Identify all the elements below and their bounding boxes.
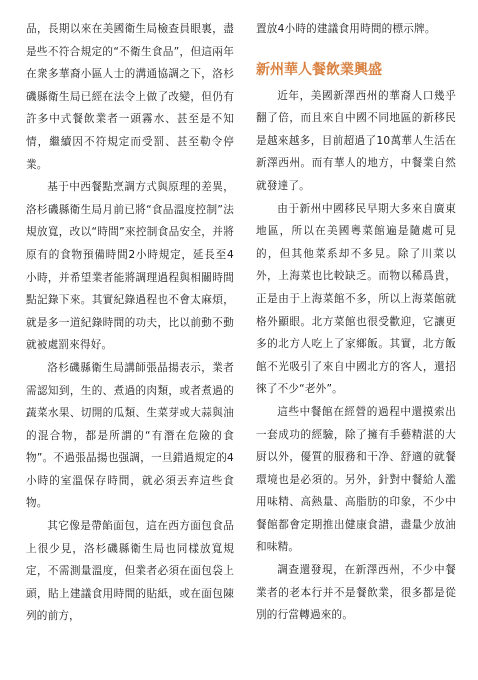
article-paragraph: 這些中餐館在經營的過程中還摸索出一套成功的經驗，除了擁有手藝精湛的大厨以外，優質的服務和干净、舒適的就餐環境也是必須的。另外，針對中餐給人濫用味精、高熱量、高脂肪的印象，不少中餐館都會定期推出健康食譜，盡量少放油和味精。 [256,405,456,554]
article-paragraph: 其它像是帶餡面包，這在西方面包食品上很少見，洛杉磯縣衛生局也同樣放寬規定，不需測量溫度，但業者必須在面包袋上頭，貼上建議食用時間的貼紙，或在面包陳列的前方， [26,520,234,623]
article-paragraph: 洛杉磯縣衛生局講師張晶揚表示，業者需認知到，生的、煮過的肉類，或者煮過的蔬菜水果、切開的瓜類、生菜芽或大蒜與油的混合物，都是所謂的“有潛在危險的食物”。不過張晶揚也强調，一旦錯過規定的4小時的室溫保存時間，就必須丟弃這些食物。 [26,361,234,510]
right-column [256,18,456,627]
article-paragraph: 由于新州中國移民早期大多來自廣東地區，所以在美國粵菜館遍是隨處可見的，但其他菜系却不多見。除了川菜以外，上海菜也比較缺乏。而物以稀爲貴，正是由于上海菜館不多，所以上海菜館就格外顯眼。北方菜館也很受歡迎，它讓更多的北方人吃上了家鄉飯。其實，北方飯館不光吸引了來自中國北方的客人，還招徠了不少“老外”。 [256,202,456,396]
article-paragraph: 調查還發現，在新澤西州，不少中餐業者的老本行并不是餐飲業，很多都是從別的行當轉過來的。 [256,564,456,622]
section-heading: 新州華人餐飲業興盛 [256,61,382,78]
left-column [26,18,234,628]
article-paragraph: 基于中西餐點烹調方式與原理的差異，洛杉磯縣衛生局月前已將“食品溫度控制”法規放寬，改以“時間”來控制食品安全，并將原有的食物預備時間2小時規定，延長至4小時，并希望業者能將調理過程與相關時間點記錄下來。其實紀錄過程也不會太麻煩，就是多一道紀錄時間的功夫，比以前動不動就被處罰來得好。 [26,181,234,352]
article-paragraph: 品，長期以來在美國衛生局檢查員眼裏，盡是些不符合規定的“不衛生食品”，但這兩年在衆多華裔小區人士的溝通協調之下，洛杉磯縣衛生局已經在法令上做了改變，但仍有許多中式餐飲業者一頭霧水、甚至是不知情，繼續因不符規定而受罰、甚至勒令停業。 [26,23,234,171]
article-paragraph: 近年，美國新澤西州的華裔人口幾乎翻了倍，而且來自中國不同地區的新移民是越來越多，目前超過了10萬華人生活在新澤西州。而有華人的地方，中餐業自然就發達了。 [256,89,456,192]
article-paragraph-continuation: 置放4小時的建議食用時間的標示牌。 [256,23,436,35]
